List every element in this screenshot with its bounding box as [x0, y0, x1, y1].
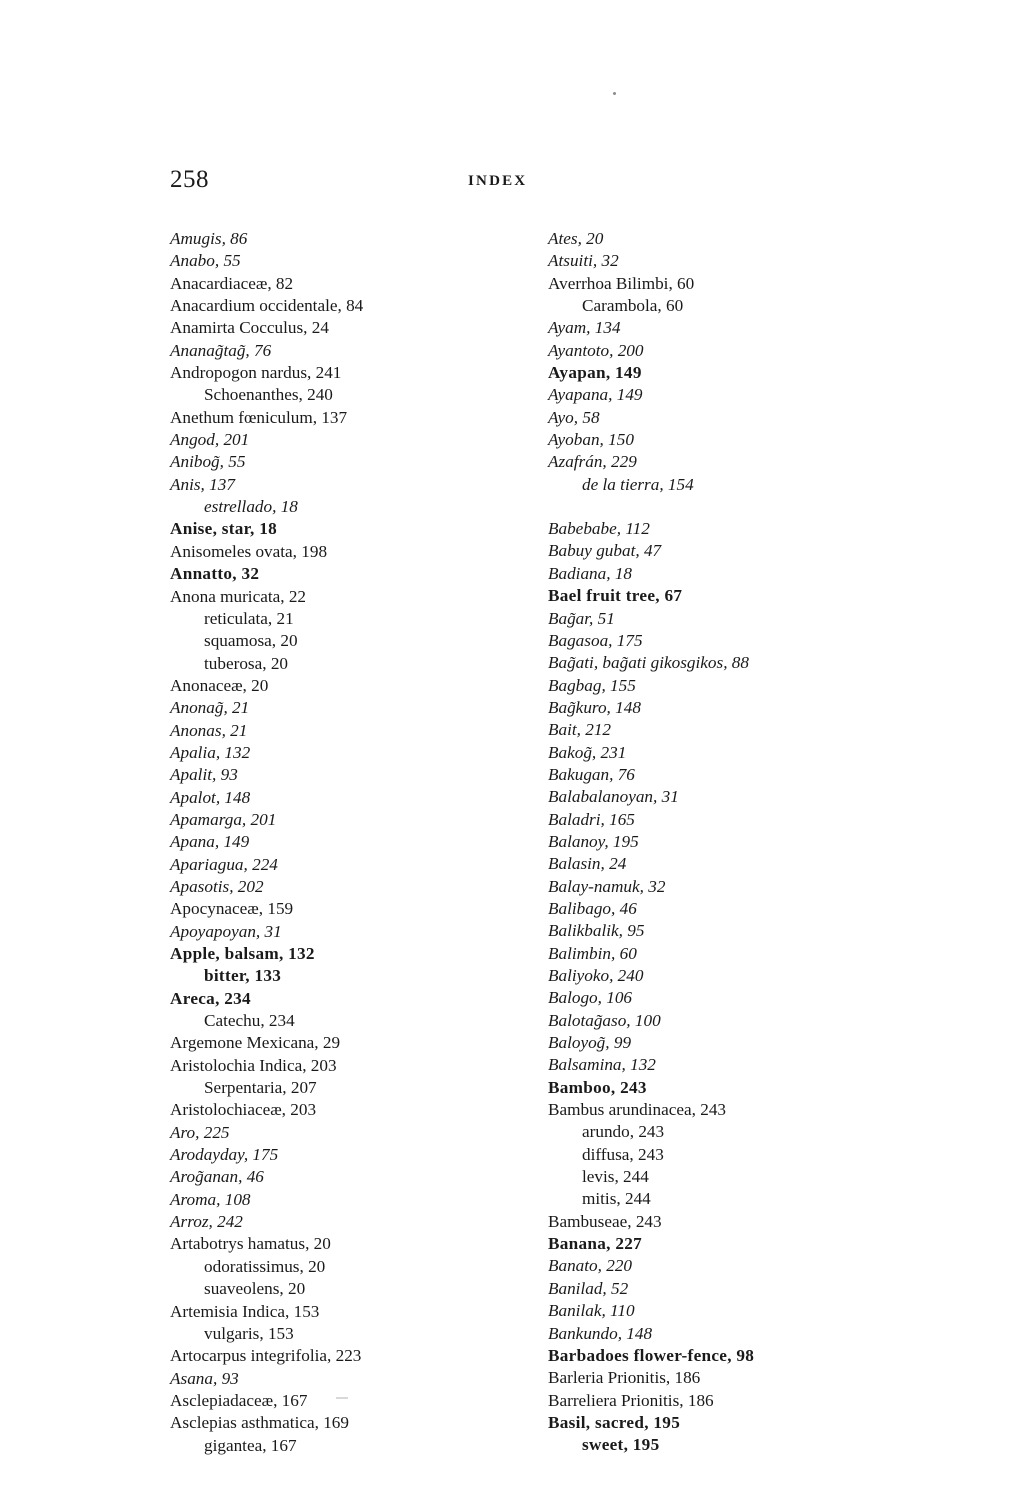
index-entry: odoratissimus, 20 — [204, 1256, 326, 1276]
index-entry: Balibago, 46 — [548, 898, 637, 918]
index-entry: Carambola, 60 — [582, 296, 684, 316]
index-entry: Bakugan, 76 — [548, 764, 635, 784]
page-header — [170, 166, 850, 196]
index-entry: Catechu, 234 — [204, 1011, 295, 1031]
index-entry: Aristolochia Indica, 203 — [170, 1055, 337, 1075]
index-entry: Anibog̃, 55 — [170, 452, 246, 472]
index-entry: Ayoban, 150 — [548, 430, 634, 450]
index-entry: squamosa, 20 — [204, 631, 298, 651]
index-entry: Banana, 227 — [548, 1234, 643, 1254]
index-entry: Baliyoko, 240 — [548, 966, 644, 985]
index-entry: Bagbag, 155 — [548, 675, 636, 695]
index-entry: Apariagua, 224 — [170, 854, 278, 874]
index-entry: Balanoy, 195 — [548, 831, 639, 851]
index-entry: arundo, 243 — [582, 1122, 665, 1142]
index-entry: Anonaceæ, 20 — [170, 675, 269, 695]
index-entry: Azafrán, 229 — [548, 452, 637, 472]
index-entry: Balay-namuk, 32 — [548, 876, 666, 896]
index-entry: Artabotrys hamatus, 20 — [170, 1234, 331, 1254]
index-entry: Bankundo, 148 — [548, 1323, 653, 1343]
index-entry: Bag̃ar, 51 — [548, 608, 615, 628]
index-entry: Balabalanoyan, 31 — [548, 787, 679, 807]
index-entry: Apocynaceæ, 159 — [170, 899, 294, 919]
index-entry: Barbadoes flower-fence, 98 — [548, 1345, 755, 1365]
index-entry: Anisomeles ovata, 198 — [170, 541, 328, 561]
index-entry: Andropogon nardus, 241 — [170, 363, 342, 383]
index-entry: Barreliera Prionitis, 186 — [548, 1390, 714, 1410]
index-entry: suaveolens, 20 — [204, 1279, 306, 1299]
index-entry: Babuy gubat, 47 — [548, 541, 662, 561]
index-entry: Bait, 212 — [548, 720, 612, 740]
index-entry: Aristolochiaceæ, 203 — [170, 1100, 317, 1120]
index-entry: Anonas, 21 — [170, 720, 248, 740]
index-entry: Averrhoa Bilimbi, 60 — [548, 273, 695, 293]
index-entry: Anis, 137 — [170, 474, 235, 494]
index-entry: Arodayday, 175 — [170, 1145, 279, 1165]
index-entry: vulgaris, 153 — [204, 1323, 294, 1343]
index-entry: Anabo, 55 — [170, 251, 241, 271]
index-entry: Banilad, 52 — [548, 1278, 629, 1298]
index-entry: Badiana, 18 — [548, 563, 633, 583]
index-entry: Atsuiti, 32 — [548, 251, 619, 271]
index-entry: reticulata, 21 — [204, 608, 294, 628]
index-entry: Areca, 234 — [170, 988, 251, 1008]
index-entry: Baladri, 165 — [548, 809, 635, 829]
index-entry: Banilak, 110 — [548, 1301, 635, 1321]
index-entry: Banato, 220 — [548, 1256, 633, 1276]
index-entry: Bag̃ati, bag̃ati gikosgikos, 88 — [548, 653, 749, 673]
index-entry: Anona muricata, 22 — [170, 586, 307, 606]
index-entry: Ates, 20 — [548, 229, 604, 248]
index-entry: Bambus arundinacea, 243 — [548, 1100, 727, 1120]
index-entry: Anonag̃, 21 — [170, 698, 250, 718]
index-entry: Ayapana, 149 — [548, 385, 643, 405]
index-entry: Arroz, 242 — [170, 1212, 243, 1232]
index-entry: Artemisia Indica, 153 — [170, 1301, 320, 1321]
index-entry: Aroma, 108 — [170, 1189, 251, 1209]
index-entry: Babebabe, 112 — [548, 519, 650, 539]
index-entry: Balikbalik, 95 — [548, 921, 645, 941]
index-entry: Apasotis, 202 — [170, 876, 264, 896]
index-entry: Anacardiaceæ, 82 — [170, 273, 294, 293]
index-entry: Anethum fœniculum, 137 — [170, 407, 348, 427]
index-entry: Angod, 201 — [170, 430, 250, 450]
index-entry: Apalit, 93 — [170, 765, 238, 785]
index-entry: levis, 244 — [582, 1167, 649, 1187]
index-entry: Balotag̃aso, 100 — [548, 1010, 661, 1030]
index-entry: Ananag̃tag̃, 76 — [170, 340, 272, 360]
index-entry: Annatto, 32 — [170, 564, 260, 584]
index-entry: Anamirta Cocculus, 24 — [170, 318, 329, 338]
index-entry: Ayapan, 149 — [548, 363, 642, 383]
index-entry: Asclepiadaceæ, 167 — [170, 1390, 308, 1410]
index-entry: Anacardium occidentale, 84 — [170, 296, 364, 316]
index-entry: Bambuseae, 243 — [548, 1211, 662, 1231]
index-entry: tuberosa, 20 — [204, 653, 289, 673]
index-entry: Bag̃kuro, 148 — [548, 697, 641, 717]
index-entry: estrellado, 18 — [204, 497, 298, 517]
index-entry: Barleria Prionitis, 186 — [548, 1368, 701, 1388]
index-entry: Apana, 149 — [170, 832, 250, 852]
index-entry: Artocarpus integrifolia, 223 — [170, 1346, 362, 1366]
index-column-left — [170, 228, 482, 1457]
index-entry: Anise, star, 18 — [170, 519, 277, 539]
index-entry: Asclepias asthmatica, 169 — [170, 1413, 349, 1433]
index-entry: Arog̃anan, 46 — [170, 1167, 264, 1187]
index-entry: Ayantoto, 200 — [548, 340, 644, 360]
index-entry: gigantea, 167 — [204, 1435, 297, 1455]
index-entry: Balimbin, 60 — [548, 943, 637, 963]
entry-group-break — [548, 496, 860, 518]
index-entry: Apalia, 132 — [170, 742, 251, 762]
index-columns — [170, 228, 860, 1457]
index-entry: Apoyapoyan, 31 — [170, 921, 282, 941]
index-entry: Ayam, 134 — [548, 318, 621, 338]
index-entry: Bakog̃, 231 — [548, 742, 627, 762]
index-entry: bitter, 133 — [204, 966, 282, 986]
index-entry: Serpentaria, 207 — [204, 1078, 317, 1098]
index-entry: Balasin, 24 — [548, 854, 627, 874]
index-entry: mitis, 244 — [582, 1189, 651, 1209]
index-column-right — [548, 228, 860, 1457]
index-entry: de la tierra, 154 — [582, 474, 694, 494]
page-speck — [613, 92, 616, 95]
index-entry: Apple, balsam, 132 — [170, 944, 315, 963]
index-entry: Ayo, 58 — [548, 407, 600, 427]
page-footer-mark — [336, 1397, 348, 1399]
index-entry: Asana, 93 — [170, 1368, 239, 1388]
index-entry: Apalot, 148 — [170, 787, 251, 807]
page-number: 258 — [170, 166, 209, 193]
index-entry: Amugis, 86 — [170, 229, 248, 248]
index-entry: Bagasoa, 175 — [548, 630, 643, 650]
index-entry: Aro, 225 — [170, 1122, 230, 1142]
index-entry: Baloyog̃, 99 — [548, 1033, 632, 1053]
index-entry: Basil, sacred, 195 — [548, 1412, 681, 1432]
index-entry: Bamboo, 243 — [548, 1077, 647, 1097]
index-entry: Bael fruit tree, 67 — [548, 586, 683, 606]
index-entry: diffusa, 243 — [582, 1144, 664, 1164]
index-entry: Argemone Mexicana, 29 — [170, 1033, 341, 1053]
running-head: INDEX — [468, 173, 528, 189]
index-entry: sweet, 195 — [582, 1435, 660, 1455]
index-entry: Schoenanthes, 240 — [204, 385, 333, 405]
index-entry: Balsamina, 132 — [548, 1055, 656, 1075]
index-entry: Balogo, 106 — [548, 988, 633, 1008]
index-entry: Apamarga, 201 — [170, 809, 277, 829]
